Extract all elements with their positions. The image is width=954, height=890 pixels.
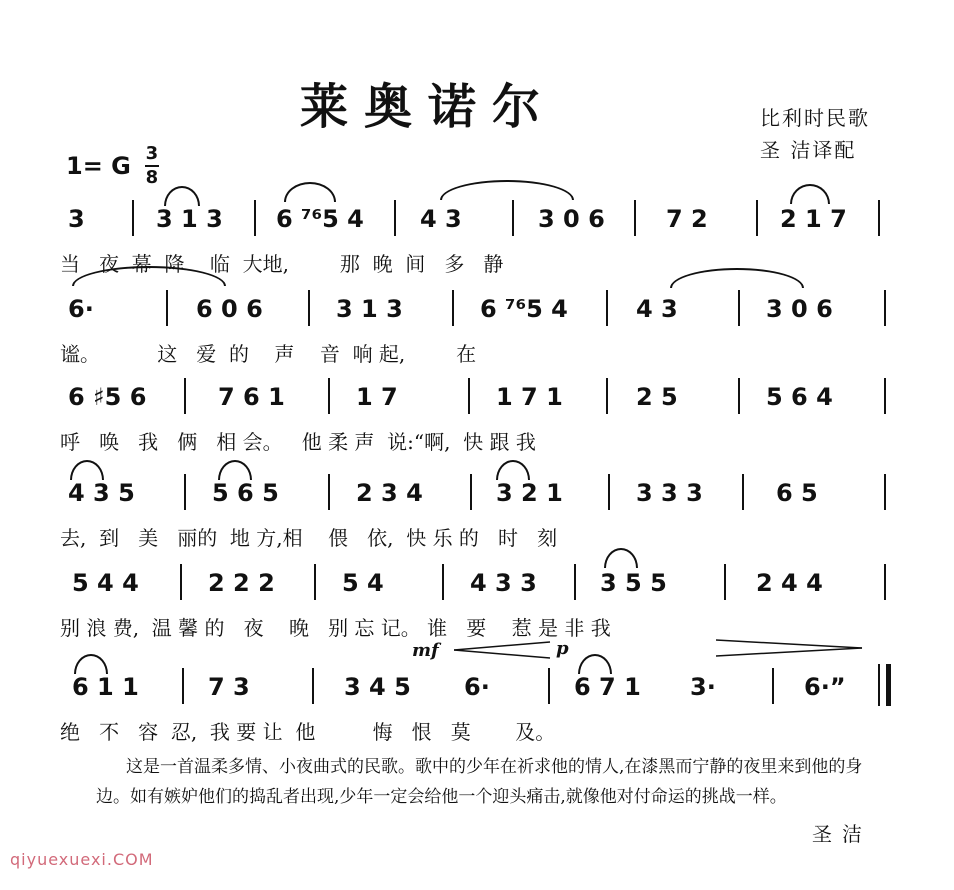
- slur: [74, 654, 108, 674]
- final-barline: [886, 664, 891, 706]
- measure: 3 5 5: [600, 569, 667, 597]
- measure: 3 0 6: [766, 295, 833, 323]
- barline: [724, 564, 726, 600]
- slur: [70, 460, 104, 480]
- measure: 7 3: [208, 673, 250, 701]
- measure: 2 1 7: [780, 205, 847, 233]
- barline: [606, 378, 608, 414]
- measure: 3 2 1: [496, 479, 563, 507]
- barline: [738, 290, 740, 326]
- barline: [742, 474, 744, 510]
- lyrics-row: 绝 不 容 忍, 我 要 让 他 悔 恨 莫 及。: [60, 720, 556, 744]
- origin-label: 比利时民歌: [760, 106, 870, 130]
- barline: [756, 200, 758, 236]
- measure: 2 3 4: [356, 479, 423, 507]
- measure: 6 ⁷⁶5 4: [276, 205, 364, 233]
- site-watermark: qiyuexuexi.COM: [10, 850, 154, 869]
- barline: [606, 290, 608, 326]
- measure: 1 7: [356, 383, 398, 411]
- song-title: 莱奥诺尔: [300, 79, 557, 135]
- measure: 5 4: [342, 569, 384, 597]
- barline: [548, 668, 550, 704]
- notes-row: [60, 664, 890, 710]
- barline: [442, 564, 444, 600]
- notes-row: [60, 374, 890, 420]
- barline: [328, 378, 330, 414]
- barline: [470, 474, 472, 510]
- song-description: 这是一首温柔多情、小夜曲式的民歌。歌中的少年在祈求他的情人,在漆黑而宁静的夜里来到他的身边。如有嫉妒他们的捣乱者出现,少年一定会给他一个迎头痛击,就像他对付命运的挑战一样。: [96, 757, 863, 807]
- measure: 6 7 1: [574, 673, 641, 701]
- barline: [184, 378, 186, 414]
- measure: 4 3 3: [470, 569, 537, 597]
- measure: 6 ♯5 6: [68, 383, 147, 411]
- slur: [604, 548, 638, 568]
- slur: [164, 186, 200, 206]
- barline: [328, 474, 330, 510]
- barline: [634, 200, 636, 236]
- barline: [312, 668, 314, 704]
- measure: 5 6 5: [212, 479, 279, 507]
- barline: [254, 200, 256, 236]
- measure: 6 0 6: [196, 295, 263, 323]
- notes-row: [60, 286, 890, 332]
- measure: 6 ⁷⁶5 4: [480, 295, 568, 323]
- measure: 6·: [68, 295, 94, 323]
- song-origin: [760, 102, 870, 166]
- barline: [166, 290, 168, 326]
- barline: [884, 564, 886, 600]
- barline: [512, 200, 514, 236]
- slur: [218, 460, 252, 480]
- measure: 1 7 1: [496, 383, 563, 411]
- slur: [284, 182, 336, 202]
- barline: [468, 378, 470, 414]
- measure: 6 1 1: [72, 673, 139, 701]
- lyrics-row: 别 浪 费, 温 馨 的 夜 晚 别 忘 记。 谁 要 惹 是 非 我: [60, 616, 611, 640]
- measure: 3 1 3: [336, 295, 403, 323]
- measure: 3 3 3: [636, 479, 703, 507]
- measure: 6 5: [776, 479, 818, 507]
- arranger-label: 圣 洁译配: [760, 138, 857, 162]
- barline: [878, 200, 880, 236]
- time-signature: [145, 144, 159, 188]
- measure: 4 3: [636, 295, 678, 323]
- slur: [496, 460, 530, 480]
- measure: 3·: [690, 673, 716, 701]
- measure: 7 2: [666, 205, 708, 233]
- key-signature: [66, 144, 159, 188]
- measure: 2 4 4: [756, 569, 823, 597]
- barline: [184, 474, 186, 510]
- measure: 6·”: [804, 673, 846, 701]
- measure: 5 6 4: [766, 383, 833, 411]
- measure: 4 3 5: [68, 479, 135, 507]
- measure: 6·: [464, 673, 490, 701]
- notes-row: [60, 470, 890, 516]
- lyrics-row: 当 夜 幕 降 临 大地, 那 晚 间 多 静: [60, 252, 504, 276]
- barline: [608, 474, 610, 510]
- measure: 2 5: [636, 383, 678, 411]
- barline: [884, 474, 886, 510]
- meter-top: 3: [145, 143, 159, 164]
- barline: [884, 290, 886, 326]
- measure: 3 0 6: [538, 205, 605, 233]
- barline: [452, 290, 454, 326]
- barline: [132, 200, 134, 236]
- decrescendo-hairpin: [716, 638, 866, 658]
- barline: [772, 668, 774, 704]
- barline: [884, 378, 886, 414]
- slur: [790, 184, 830, 204]
- lyrics-row: 呼 唤 我 俩 相 会。 他 柔 声 说:“啊, 快 跟 我: [60, 430, 536, 454]
- slur: [440, 180, 574, 200]
- lyrics-row: 谧。 这 爱 的 声 音 响 起, 在: [60, 342, 477, 366]
- key-label: 1= G: [66, 152, 131, 180]
- slur: [578, 654, 612, 674]
- measure: 3 1 3: [156, 205, 223, 233]
- notes-row: [60, 560, 890, 606]
- barline: [574, 564, 576, 600]
- dynamic-p: p: [556, 638, 569, 659]
- author-signature: 圣洁: [812, 822, 872, 846]
- measure: 2 2 2: [208, 569, 275, 597]
- crescendo-hairpin: [454, 640, 554, 660]
- measure: 3: [68, 205, 85, 233]
- barline: [314, 564, 316, 600]
- measure: 3 4 5: [344, 673, 411, 701]
- measure: 7 6 1: [218, 383, 285, 411]
- dynamic-mf: mf: [412, 640, 439, 661]
- barline: [180, 564, 182, 600]
- barline: [738, 378, 740, 414]
- measure: 5 4 4: [72, 569, 139, 597]
- barline: [394, 200, 396, 236]
- barline: [308, 290, 310, 326]
- measure: 4 3: [420, 205, 462, 233]
- lyrics-row: 去, 到 美 丽的 地 方,相 偎 依, 快 乐 的 时 刻: [60, 526, 558, 550]
- barline: [182, 668, 184, 704]
- meter-bottom: 8: [145, 167, 159, 188]
